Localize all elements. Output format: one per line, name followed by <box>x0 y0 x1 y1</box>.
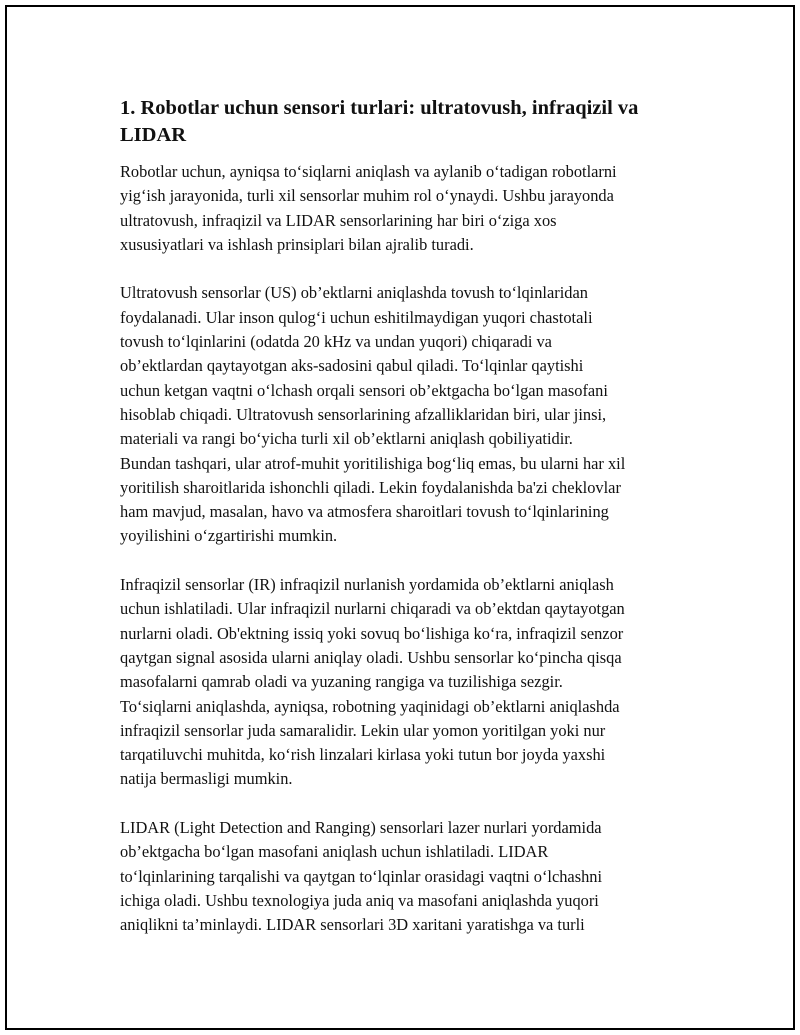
paragraph-ultrasonic: Ultratovush sensorlar (US) ob’ektlarni aniqlashda tovush to‘lqinlaridan foydalanadi. Ular inson qulog‘i uchun eshitilmaydigan yuqori chastotali tovush to‘lqinlarini (odatda 20 kHz va undan yuqori) chiqaradi va ob’ektlardan qaytayotgan aks-sadosini qabul qiladi. To‘lqinlar qaytishi uchun ketgan vaqtni o‘lchash orqali sensori ob’ektgacha bo‘lgan masofani hisoblab chiqadi. Ultratovush sensorlarining afzalliklaridan biri, ular jinsi, materiali va rangi bo‘yicha turli xil ob’ektlarni aniqlash qobiliyatidir. Bundan tashqari, ular atrof-muhit yoritilishiga bog‘liq emas, bu ularni har xil yoritilish sharoitlarida ishonchli qiladi. Lekin foydalanishda ba'zi cheklovlar ham mavjud, masalan, havo va atmosfera sharoitlari tovush to‘lqinlarining yoyilishini o‘zgartirishi mumkin. <box>120 283 626 546</box>
section-heading: 1. Robotlar uchun sensori turlari: ultratovush, infraqizil va LIDAR <box>120 97 639 146</box>
paragraph-infrared: Infraqizil sensorlar (IR) infraqizil nurlanish yordamida ob’ektlarni aniqlash uchun ishlatiladi. Ular infraqizil nurlarni chiqaradi va ob’ektdan qaytayotgan nurlarni oladi. Ob'ektning issiq yoki sovuq bo‘lishiga ko‘ra, infraqizil senzor qaytgan signal asosida ularni aniqlay oladi. Ushbu sensorlar ko‘pincha qisqa masofalarni qamrab oladi va yuzaning rangiga va tuzilishiga sezgir. To‘siqlarni aniqlashda, ayniqsa, robotning yaqinidagi ob’ektlarni aniqlashda infraqizil sensorlar juda samaralidir. Lekin ular yomon yoritilgan yoki nur tarqatiluvchi muhitda, ko‘rish linzalari kirlasa yoki tutun bor joyda yaxshi natija bermasligi mumkin. <box>120 575 625 789</box>
paragraph-lidar: LIDAR (Light Detection and Ranging) sensorlari lazer nurlari yordamida ob’ektgacha bo‘lgan masofani aniqlash uchun ishlatiladi. LIDAR to‘lqinlarining tarqalishi va qaytgan to‘lqinlar orasidagi vaqtni o‘lchashni ichiga oladi. Ushbu texnologiya juda aniq va masofani aniqlashda yuqori aniqlikni ta’minlaydi. LIDAR sensorlari 3D xaritani yaratishga va turli <box>120 818 603 935</box>
document-page <box>5 5 795 1030</box>
paragraph-intro: Robotlar uchun, ayniqsa to‘siqlarni aniqlash va aylanib o‘tadigan robotlarni yig‘ish jarayonida, turli xil sensorlar muhim rol o‘ynaydi. Ushbu jarayonda ultratovush, infraqizil va LIDAR sensorlarining har biri o‘ziga xos xususiyatlari va ishlash prinsiplari bilan ajralib turadi. <box>120 162 617 254</box>
document-content <box>120 95 685 962</box>
